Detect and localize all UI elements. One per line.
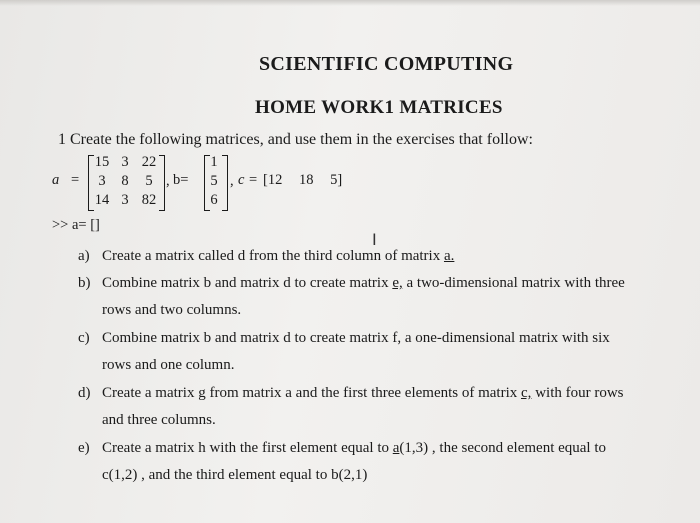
- exercise-letter: d): [78, 385, 91, 401]
- exercise-ref: a: [392, 440, 400, 456]
- exercise-letter: c): [78, 330, 90, 346]
- matrix-b-label: b=: [173, 172, 189, 188]
- page-top-edge: [0, 0, 700, 6]
- exercise-item: [78, 243, 455, 270]
- exercise-letter: e): [78, 440, 90, 456]
- matrix-a-cell: 3: [121, 192, 129, 208]
- exercise-text-line2: rows and one column.: [102, 357, 235, 373]
- matrix-b-cell: 1: [210, 154, 218, 170]
- matrix-a-cell: 82: [141, 192, 157, 208]
- matrix-a-cell: 5: [145, 173, 153, 189]
- document-title: SCIENTIFIC COMPUTING: [259, 53, 514, 75]
- matrix-a-cell: 8: [121, 173, 129, 189]
- matrix-c: [263, 172, 342, 189]
- exercise-item: [78, 435, 607, 489]
- exercise-letter: b): [78, 275, 91, 291]
- matrix-c-cell: [12: [263, 172, 283, 188]
- matrix-c-label: c: [238, 172, 245, 188]
- text-cursor-icon: I: [372, 230, 377, 249]
- matrix-c-equals: =: [249, 172, 258, 188]
- document-subtitle: HOME WORK1 MATRICES: [255, 97, 503, 118]
- exercise-text: Combine matrix b and matrix d to create matrix f, a one-dimensional matrix with six: [102, 330, 610, 346]
- separator-comma: ,: [166, 173, 170, 189]
- exercise-text: Create a matrix h with the first element equal to a(1,3) , the second element equal to: [102, 440, 607, 456]
- matrix-a-cell: 3: [121, 154, 129, 170]
- exercise-text-line2: rows and two columns.: [102, 302, 242, 318]
- separator-comma: ,: [230, 173, 234, 189]
- exercise-text-line2: c(1,2) , and the third element equal to b(2,1): [102, 467, 368, 483]
- question-heading: 1 Create the following matrices, and use them in the exercises that follow:: [58, 131, 533, 148]
- matrix-c-cell: 18: [298, 172, 314, 188]
- exercise-item: [78, 270, 625, 324]
- matrix-a-cell: 14: [94, 192, 110, 208]
- matrix-b-cell: 6: [210, 192, 218, 208]
- matrix-a: [92, 154, 160, 209]
- matrix-b-cell: 5: [210, 173, 218, 189]
- matrix-b: [209, 154, 219, 209]
- exercise-ref: a.: [443, 248, 455, 264]
- matrix-c-cell: 5]: [330, 172, 343, 188]
- matrix-a-right-bracket: [159, 155, 165, 211]
- exercise-ref: c,: [521, 385, 532, 401]
- exercise-item: [78, 380, 624, 434]
- exercise-item: [78, 325, 610, 379]
- exercise-ref: e,: [392, 275, 403, 291]
- matrix-a-cell: 3: [98, 173, 106, 189]
- exercise-text-line2: and three columns.: [102, 412, 216, 428]
- matrix-a-label: a: [52, 172, 60, 188]
- exercise-text: Combine matrix b and matrix d to create matrix e, a two-dimensional matrix with three: [102, 275, 625, 291]
- exercise-letter: a): [78, 248, 90, 264]
- matrix-definitions: [50, 153, 470, 213]
- exercise-text: Create a matrix called d from the third column of matrix a.: [102, 248, 455, 264]
- matrix-a-cell: 22: [141, 154, 157, 170]
- matrix-a-cell: 15: [94, 154, 110, 170]
- matrix-a-equals: =: [71, 172, 80, 188]
- command-prompt: >> a= []: [52, 217, 100, 233]
- exercise-text: Create a matrix g from matrix a and the first three elements of matrix c, with four rows: [102, 385, 624, 401]
- matrix-b-right-bracket: [222, 155, 228, 211]
